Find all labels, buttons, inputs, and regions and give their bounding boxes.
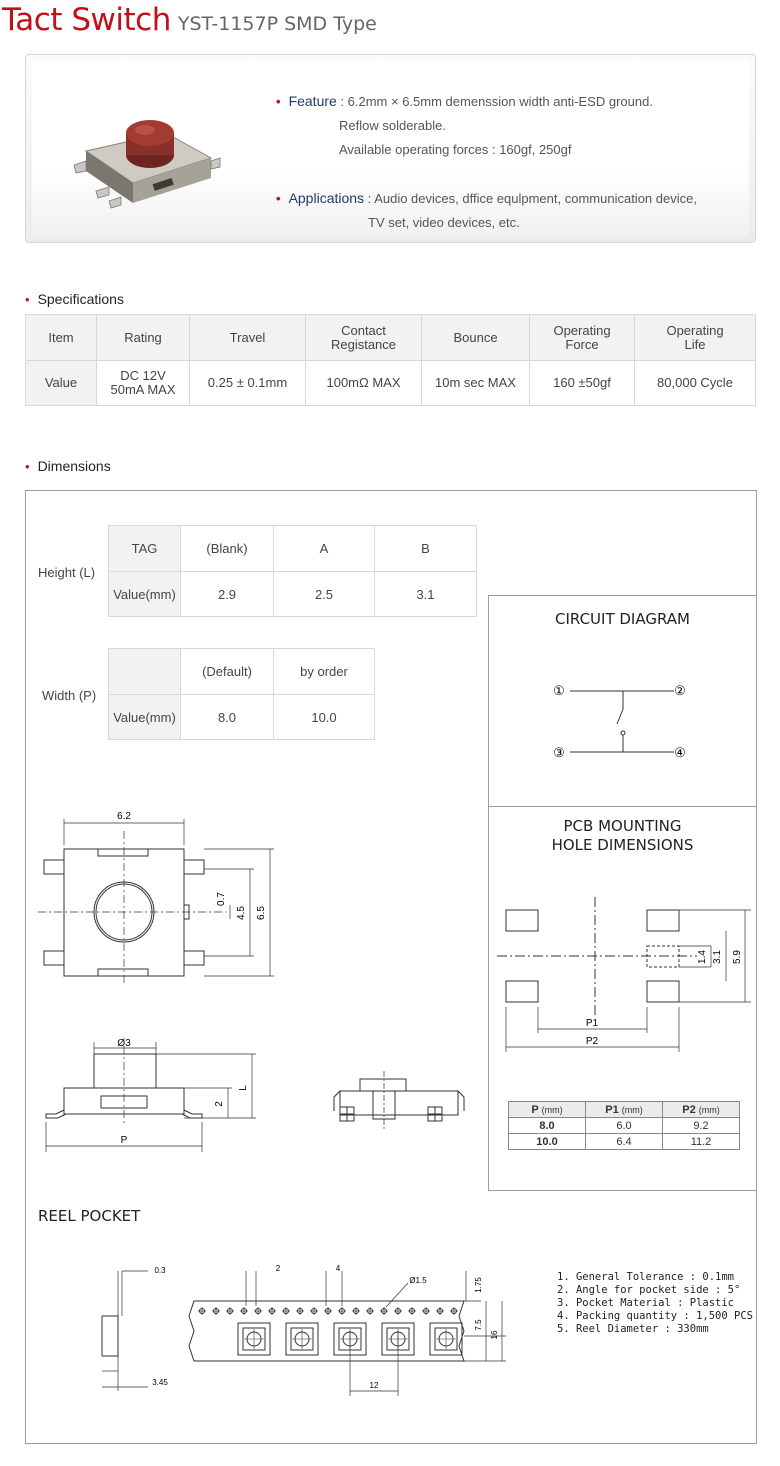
pcb-title-line2: HOLE DIMENSIONS — [551, 836, 694, 854]
reel-dim-16: 16 — [490, 1330, 499, 1340]
pcb-title-line1: PCB MOUNTING — [563, 817, 682, 835]
width-value: 8.0 — [181, 695, 274, 740]
feature-text: • Feature : 6.2mm × 6.5mm demenssion width anti-ESD ground. Reflow solderable. Available operating forces : 160gf, 250gf — [276, 89, 653, 162]
pcb-dim-2: 3.1 — [712, 950, 723, 964]
table-row — [509, 1134, 740, 1150]
terminal-1: ① — [553, 683, 565, 698]
table-row — [109, 649, 375, 695]
specifications-label: Specifications — [37, 291, 124, 307]
feature-line: Reflow solderable. — [339, 118, 446, 133]
width-header — [109, 649, 181, 695]
pcb-header: P (mm) — [509, 1102, 586, 1118]
table-row — [509, 1118, 740, 1134]
pcb-cell: 6.0 — [586, 1118, 663, 1134]
circuit-diagram — [489, 596, 758, 808]
dim-side-p: P — [120, 1135, 128, 1146]
page-title — [2, 2, 377, 38]
height-label: Height (L) — [38, 565, 96, 580]
spec-header: Rating — [97, 315, 190, 361]
height-header: (Blank) — [181, 526, 274, 572]
specifications-heading: • Specifications — [25, 291, 124, 307]
spec-value: 100mΩ MAX — [306, 361, 422, 406]
pcb-mounting-panel — [488, 806, 757, 1191]
pcb-dim-p2: P2 — [585, 1036, 599, 1047]
reel-pocket — [286, 1323, 318, 1355]
width-table — [108, 648, 375, 740]
spec-value: Value — [26, 361, 97, 406]
reel-dim-175: 1.75 — [474, 1277, 483, 1293]
reel-note: 5. Reel Diameter : 330mm — [557, 1323, 709, 1335]
feature-panel — [25, 54, 756, 243]
feature-line: 6.2mm × 6.5mm demenssion width anti-ESD ground. — [347, 94, 653, 109]
table-row — [26, 315, 756, 361]
reel-notes — [557, 1271, 753, 1336]
dim-side-h: 2 — [214, 1101, 225, 1107]
spec-value: DC 12V 50mA MAX — [97, 361, 190, 406]
reel-note: 4. Packing quantity : 1,500 PCS — [557, 1310, 753, 1322]
spec-value: 10m sec MAX — [422, 361, 530, 406]
spec-header: Item — [26, 315, 97, 361]
specifications-table — [25, 314, 756, 406]
pcb-cell: 9.2 — [663, 1118, 740, 1134]
height-header: B — [375, 526, 477, 572]
feature-line: Available operating forces : 160gf, 250gf — [339, 142, 572, 157]
dim-45: 4.5 — [236, 906, 247, 920]
height-header: A — [274, 526, 375, 572]
pcb-dim-3: 5.9 — [732, 950, 743, 964]
spec-header: Bounce — [422, 315, 530, 361]
product-title: Tact Switch — [2, 2, 171, 38]
reel-dim-12: 12 — [369, 1381, 379, 1390]
spec-value: 160 ±50gf — [530, 361, 635, 406]
reel-pocket — [334, 1323, 366, 1355]
table-row — [26, 361, 756, 406]
dimensions-label: Dimensions — [37, 458, 111, 474]
spec-value: 80,000 Cycle — [635, 361, 756, 406]
height-value: Value(mm) — [109, 572, 181, 617]
product-subtitle: YST-1157P SMD Type — [177, 13, 377, 35]
reel-note: 1. General Tolerance : 0.1mm — [557, 1271, 735, 1283]
pcb-dim-p1: P1 — [585, 1018, 599, 1029]
dimensions-heading: • Dimensions — [25, 458, 111, 474]
reel-pocket — [430, 1323, 462, 1355]
feature-key: Feature — [288, 93, 337, 109]
pcb-cell: 10.0 — [509, 1134, 586, 1150]
width-label: Width (P) — [42, 688, 97, 703]
applications-line: Audio devices, dffice equlpment, communication device, — [374, 191, 697, 206]
pcb-header: P1 (mm) — [586, 1102, 663, 1118]
pcb-cell: 8.0 — [509, 1118, 586, 1134]
reel-note: 2. Angle for pocket side : 5° — [557, 1284, 741, 1296]
terminal-2: ② — [674, 683, 686, 698]
spec-header: Operating Life — [635, 315, 756, 361]
table-row — [109, 526, 477, 572]
reel-sprocket-holes — [198, 1307, 458, 1315]
table-row — [109, 572, 477, 617]
reel-dim-03: 0.3 — [154, 1266, 166, 1275]
dim-top-width: 6.2 — [117, 811, 131, 822]
terminal-4: ④ — [674, 745, 686, 760]
top-view-drawing — [26, 801, 286, 991]
height-value: 3.1 — [375, 572, 477, 617]
reel-pockets — [238, 1323, 462, 1355]
dimensions-panel — [25, 490, 757, 1444]
spec-header: Travel — [190, 315, 306, 361]
front-view-drawing — [326, 1071, 466, 1131]
width-header: (Default) — [181, 649, 274, 695]
spec-header: Contact Registance — [306, 315, 422, 361]
spec-header: Operating Force — [530, 315, 635, 361]
product-photo — [71, 103, 221, 213]
reel-pocket-drawing — [86, 1261, 526, 1411]
height-value: 2.9 — [181, 572, 274, 617]
terminal-3: ③ — [553, 745, 565, 760]
reel-note: 3. Pocket Material : Plastic — [557, 1297, 735, 1309]
reel-dim-4: 4 — [335, 1264, 341, 1273]
pcb-cell: 11.2 — [663, 1134, 740, 1150]
dim-07: 0.7 — [216, 892, 227, 906]
width-value: 10.0 — [274, 695, 375, 740]
height-value: 2.5 — [274, 572, 375, 617]
dim-65: 6.5 — [256, 906, 267, 920]
pcb-dim-1: 1.4 — [697, 950, 708, 964]
dim-side-l: L — [238, 1085, 249, 1091]
reel-dim-2: 2 — [275, 1264, 281, 1273]
reel-pocket — [238, 1323, 270, 1355]
height-header: TAG — [109, 526, 181, 572]
reel-pocket-title: REEL POCKET — [38, 1207, 141, 1225]
applications-text: • Applications : Audio devices, dffice equlpment, communication device, TV set, video devices, etc. — [276, 186, 697, 235]
table-row — [109, 695, 375, 740]
reel-dim-15: Ø1.5 — [409, 1276, 427, 1285]
dim-cap-diameter: Ø3 — [117, 1038, 131, 1049]
pcb-cell: 6.4 — [586, 1134, 663, 1150]
table-row — [509, 1102, 740, 1118]
height-table — [108, 525, 477, 617]
side-view-drawing — [26, 1036, 286, 1166]
width-header: by order — [274, 649, 375, 695]
applications-line: TV set, video devices, etc. — [368, 215, 520, 230]
pcb-header: P2 (mm) — [663, 1102, 740, 1118]
spec-value: 0.25 ± 0.1mm — [190, 361, 306, 406]
reel-dim-345: 3.45 — [152, 1378, 168, 1387]
width-value: Value(mm) — [109, 695, 181, 740]
applications-key: Applications — [288, 190, 365, 206]
reel-dim-75: 7.5 — [474, 1319, 483, 1331]
circuit-title: CIRCUIT DIAGRAM — [555, 610, 690, 628]
pcb-dimension-table — [508, 1101, 740, 1150]
reel-pocket — [382, 1323, 414, 1355]
circuit-diagram-panel — [488, 595, 757, 807]
